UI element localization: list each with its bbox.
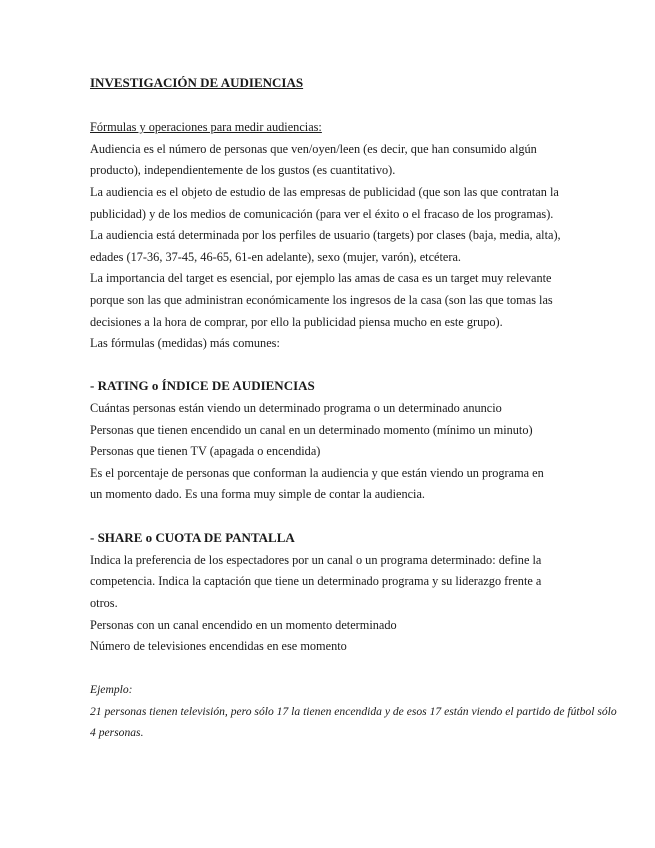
intro-line: porque son las que administran económicamente los ingresos de la casa (son las que tomas las xyxy=(90,293,553,307)
intro-line: La audiencia está determinada por los perfiles de usuario (targets) por clases (baja, media, alta), xyxy=(90,228,561,242)
intro-line: producto), independientemente de los gustos (es cuantitativo). xyxy=(90,163,396,177)
rating-line: Personas que tienen TV (apagada o encendida) xyxy=(90,444,321,458)
intro-line: publicidad) y de los medios de comunicación (para ver el éxito o el fracaso de los programas). xyxy=(90,207,554,221)
share-line: Número de televisiones encendidas en ese momento xyxy=(90,639,347,653)
example-label: Ejemplo: xyxy=(90,683,133,696)
intro-line: La audiencia es el objeto de estudio de las empresas de publicidad (que son las que contratan la xyxy=(90,185,559,199)
intro-subtitle: Fórmulas y operaciones para medir audiencias: xyxy=(90,120,322,134)
share-heading: - SHARE o CUOTA DE PANTALLA xyxy=(90,530,295,545)
example-line: 4 personas. xyxy=(90,726,144,739)
rating-line: un momento dado. Es una forma muy simple de contar la audiencia. xyxy=(90,487,425,501)
example-line: 21 personas tienen televisión, pero sólo 17 la tienen encendida y de esos 17 están viendo el partido de fútbol sólo xyxy=(90,705,617,718)
share-line: competencia. Indica la captación que tiene un determinado programa y su liderazgo frente a xyxy=(90,574,542,588)
share-line: Indica la preferencia de los espectadores por un canal o un programa determinado: define la xyxy=(90,553,542,567)
rating-line: Es el porcentaje de personas que conforman la audiencia y que están viendo un programa en xyxy=(90,466,544,480)
rating-line: Personas que tienen encendido un canal en un determinado momento (mínimo un minuto) xyxy=(90,423,533,437)
intro-line: La importancia del target es esencial, por ejemplo las amas de casa es un target muy relevante xyxy=(90,271,552,285)
rating-line: Cuántas personas están viendo un determinado programa o un determinado anuncio xyxy=(90,401,502,415)
share-line: otros. xyxy=(90,596,118,610)
intro-line: decisiones a la hora de comprar, por ello la publicidad piensa mucho en este grupo). xyxy=(90,315,503,329)
intro-line: edades (17-36, 37-45, 46-65, 61-en adelante), sexo (mujer, varón), etcétera. xyxy=(90,250,461,264)
intro-line: Las fórmulas (medidas) más comunes: xyxy=(90,336,280,350)
share-line: Personas con un canal encendido en un momento determinado xyxy=(90,618,397,632)
rating-heading: - RATING o ÍNDICE DE AUDIENCIAS xyxy=(90,378,315,393)
intro-line: Audiencia es el número de personas que ven/oyen/leen (es decir, que han consumido algún xyxy=(90,142,537,156)
page-title: INVESTIGACIÓN DE AUDIENCIAS xyxy=(90,75,304,90)
